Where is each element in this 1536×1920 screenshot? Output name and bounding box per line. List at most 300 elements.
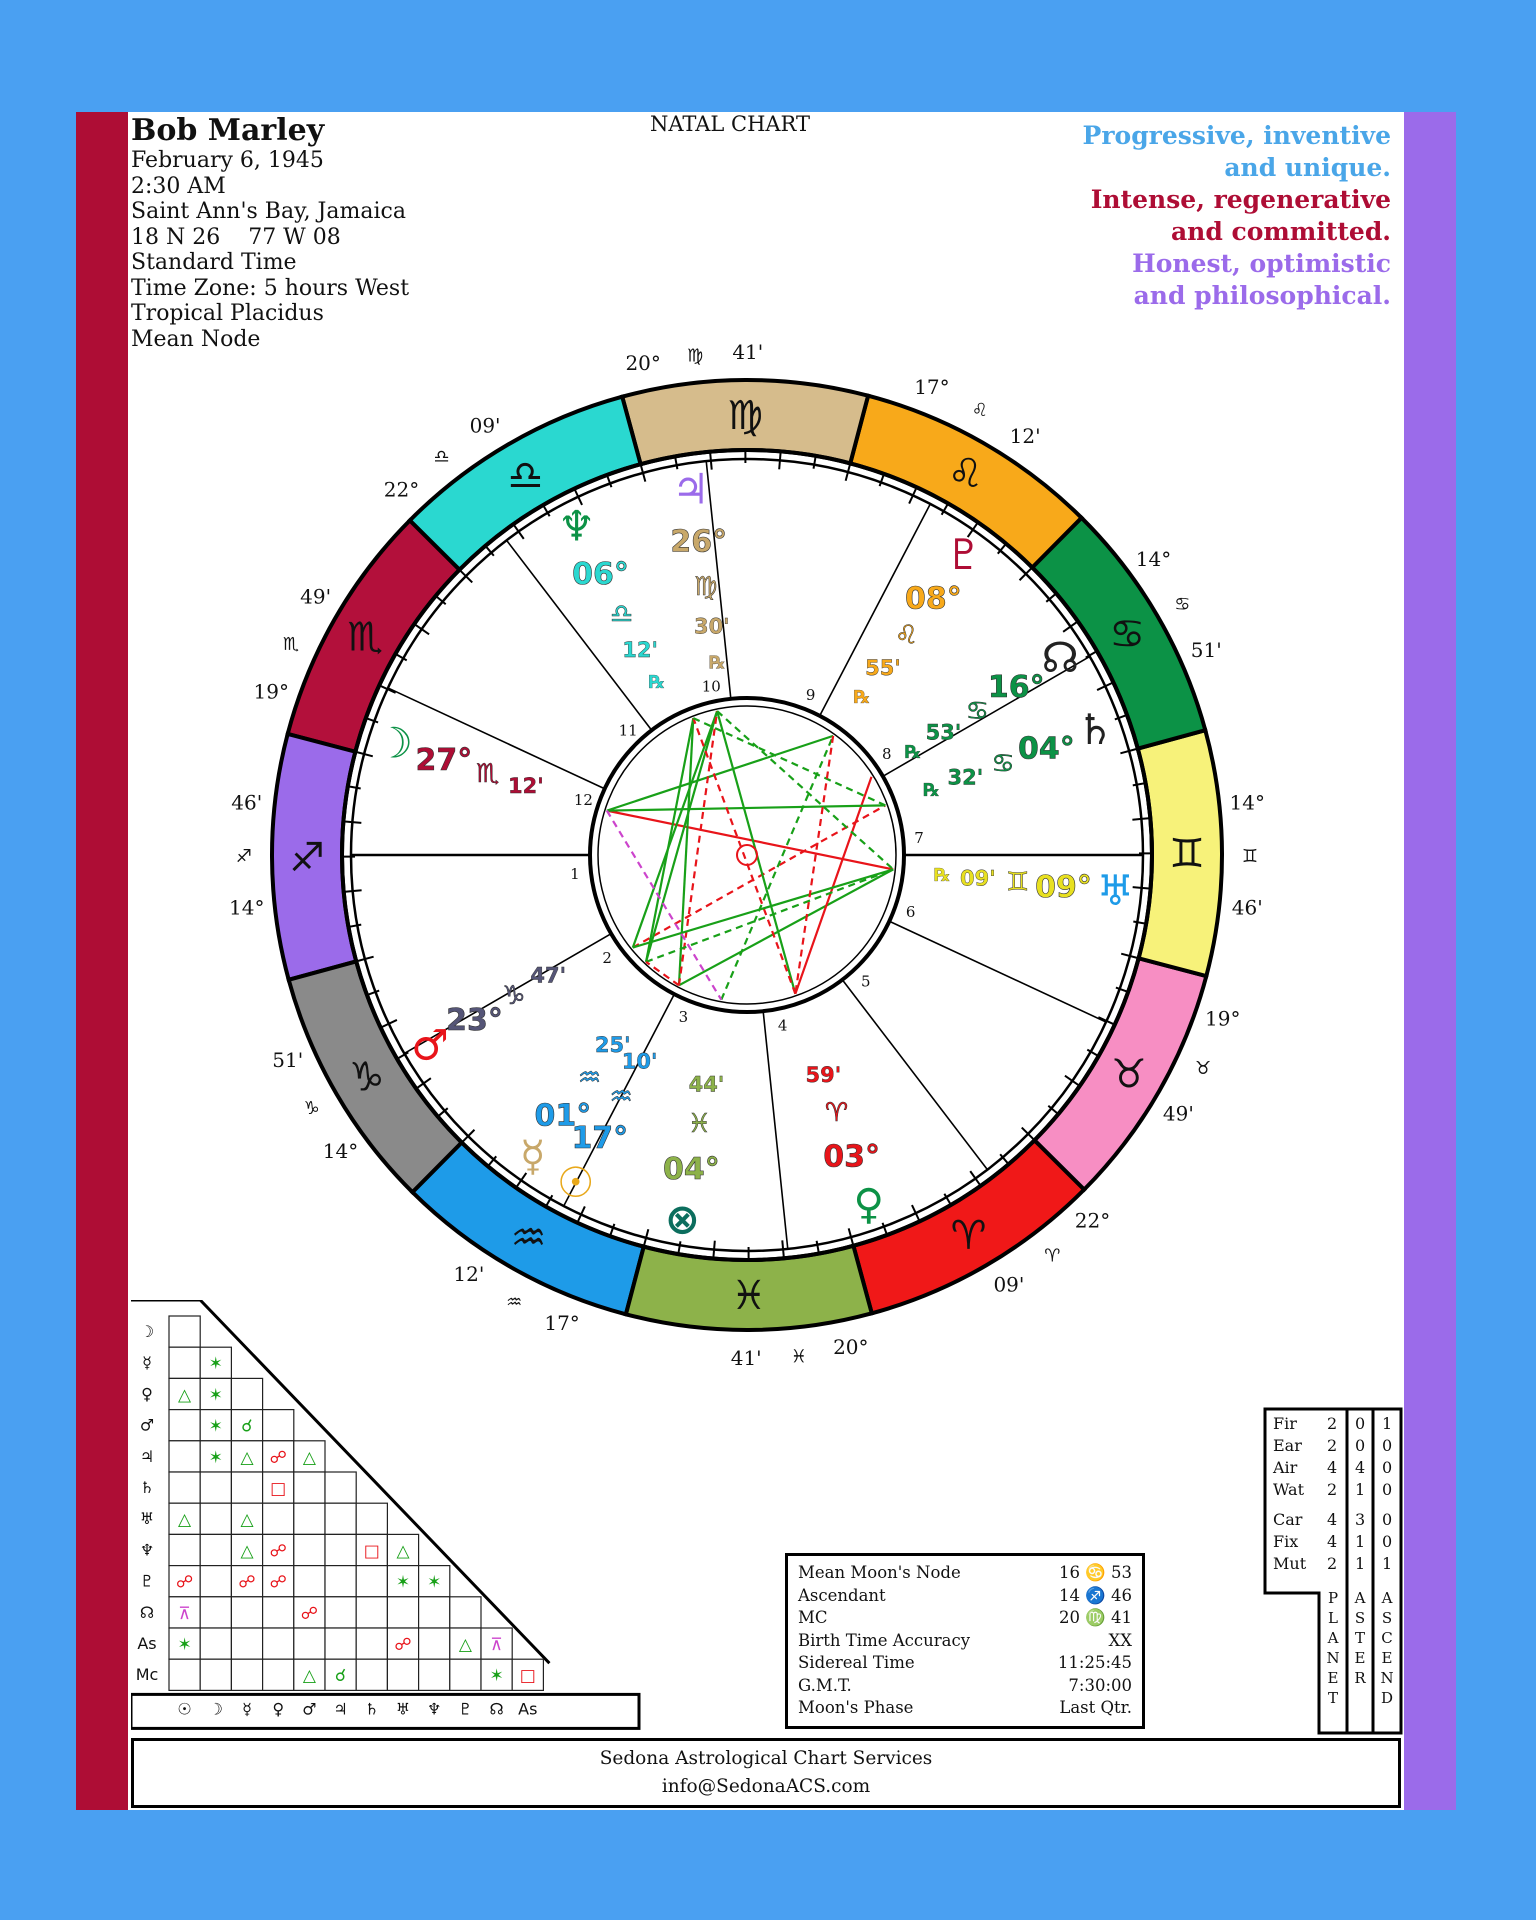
- ascend-count: 0: [1382, 1436, 1393, 1455]
- vertical-label-letter: D: [1380, 1689, 1394, 1707]
- planet-glyph: ☽: [375, 718, 414, 768]
- ascend-count: 0: [1382, 1532, 1393, 1551]
- info-value: 16 ♋ 53: [1058, 1563, 1132, 1582]
- house-number: 11: [618, 721, 638, 740]
- cusp-sign-glyph: ♐: [235, 846, 253, 867]
- degree-tick: [1133, 922, 1146, 924]
- degree-tick: [970, 1171, 980, 1186]
- trait-line: and philosophical.: [1133, 281, 1391, 310]
- grid-cell: [356, 1566, 387, 1597]
- grid-cell: [169, 1472, 200, 1503]
- grid-cell: [263, 1597, 294, 1628]
- cusp-sign-glyph: ♈: [1044, 1245, 1061, 1267]
- grid-col-label: ♆: [427, 1699, 442, 1719]
- planet-degree: 01°: [534, 1098, 592, 1134]
- house-cusp-label: [229, 790, 264, 919]
- grid-row-label: ♇: [139, 1571, 155, 1591]
- planet-count: 2: [1327, 1414, 1338, 1433]
- grid-cell: [325, 1534, 356, 1565]
- aster-count: 0: [1355, 1414, 1366, 1433]
- grid-cell: [294, 1566, 325, 1597]
- info-row: [798, 1607, 1132, 1630]
- degree-tick: [416, 1078, 431, 1088]
- element-label: Wat: [1273, 1480, 1305, 1499]
- info-row: [798, 1652, 1132, 1675]
- info-value: 20 ♍ 41: [1058, 1608, 1132, 1627]
- aspect-trine: △: [302, 1447, 316, 1468]
- house-number: 4: [777, 1016, 788, 1035]
- left-color-bar: [76, 112, 128, 1810]
- planet-retrograde: ℞: [933, 865, 951, 887]
- footer-company: Sedona Astrological Chart Services: [599, 1748, 933, 1769]
- grid-row-label: ☿: [142, 1353, 152, 1373]
- planet-sign-glyph: ♒: [577, 1062, 602, 1093]
- grid-row-label: Mc: [135, 1665, 159, 1685]
- sign-glyph: ♐: [289, 834, 325, 881]
- grid-cell: [450, 1597, 481, 1628]
- grid-cell: [200, 1597, 231, 1628]
- aspect-opposition: ☍: [300, 1603, 319, 1624]
- aspect-opposition: ☍: [238, 1572, 256, 1593]
- vertical-label-letter: E: [1381, 1649, 1393, 1667]
- planet-sun: [557, 1050, 658, 1207]
- grid-cell: [169, 1659, 200, 1690]
- planet-count: 2: [1327, 1436, 1338, 1455]
- grid-cell: [200, 1472, 231, 1503]
- planet-minutes: 32': [947, 765, 984, 790]
- aspect-square: □: [519, 1666, 536, 1687]
- house-number: 5: [861, 972, 871, 991]
- element-label: Air: [1273, 1458, 1298, 1477]
- planet-count: 4: [1327, 1532, 1338, 1551]
- info-value: Last Qtr.: [1059, 1698, 1132, 1717]
- planet-minutes: 09': [960, 866, 996, 891]
- planet-retrograde: ℞: [923, 779, 940, 801]
- planet-minutes: 47': [530, 963, 567, 988]
- aster-count: 1: [1355, 1554, 1366, 1573]
- planet-glyph: ⊗: [664, 1194, 700, 1244]
- aspect-trine: △: [178, 1510, 192, 1531]
- planet-sign-glyph: ♌: [894, 620, 919, 651]
- house-cusp-label: [1230, 790, 1265, 919]
- planet-minutes: 53': [925, 720, 962, 745]
- grid-cell: [294, 1534, 325, 1565]
- cusp-sign-glyph: ♏: [282, 633, 300, 655]
- planet-glyph: ♄: [1076, 705, 1115, 755]
- house-system: Tropical Placidus: [131, 301, 324, 326]
- planet-saturn: [923, 705, 1114, 801]
- grid-cell: [325, 1566, 356, 1597]
- grid-col-label: ♅: [395, 1699, 411, 1719]
- planet-glyph: ♇: [944, 530, 983, 580]
- trait-line: Honest, optimistic: [1132, 249, 1391, 278]
- degree-tick: [513, 524, 523, 539]
- element-label: Car: [1273, 1510, 1303, 1529]
- info-row: [798, 1630, 1132, 1653]
- cusp-minutes: 09': [993, 1272, 1025, 1297]
- degree-tick: [814, 456, 816, 469]
- house-cusp-label: [731, 1335, 869, 1370]
- vertical-label-letter: L: [1328, 1609, 1338, 1627]
- info-label: Moon's Phase: [798, 1698, 914, 1717]
- info-label: G.M.T.: [798, 1675, 852, 1695]
- planet-glyph: ♃: [672, 464, 710, 514]
- cusp-degree: 22°: [383, 477, 420, 502]
- ascend-count: 0: [1382, 1480, 1393, 1499]
- grid-col-label: ♇: [458, 1699, 473, 1719]
- house-number: 12: [573, 790, 593, 809]
- grid-cell: [356, 1597, 387, 1628]
- degree-tick: [343, 821, 361, 822]
- house-number: 7: [914, 828, 924, 847]
- sign-glyph: ♑: [348, 1054, 385, 1101]
- aspect-trine: △: [178, 1385, 192, 1406]
- planet-degree: 16°: [987, 669, 1045, 705]
- planet-glyph: ☿: [519, 1131, 546, 1181]
- grid-col-label: ♂: [302, 1699, 317, 1719]
- degree-tick: [1065, 1076, 1080, 1086]
- planet-glyph: ☊: [1041, 633, 1079, 683]
- planet-sign-glyph: ♋: [965, 696, 989, 727]
- planet-minutes: 44': [688, 1072, 725, 1097]
- aspect-grid: [131, 1300, 651, 1730]
- time-zone: Time Zone: 5 hours West: [131, 275, 410, 301]
- aster-count: 1: [1355, 1480, 1366, 1499]
- degree-tick: [344, 890, 362, 892]
- sign-glyph: ♎: [507, 452, 544, 499]
- cusp-sign-glyph: ♒: [506, 1291, 523, 1313]
- person-name: Bob Marley: [131, 113, 325, 148]
- info-value: 7:30:00: [1068, 1675, 1132, 1695]
- grid-row-label: As: [137, 1634, 157, 1653]
- planet-minutes: 12': [507, 773, 544, 798]
- birth-coordinates: 18 N 26 77 W 08: [131, 224, 341, 250]
- degree-tick: [713, 1241, 714, 1259]
- grid-col-label: ♄: [364, 1699, 379, 1719]
- planet-sign-glyph: ♈: [824, 1097, 849, 1128]
- grid-cell: [169, 1347, 200, 1378]
- aspect-opposition: ☍: [269, 1447, 287, 1468]
- grid-cell: [200, 1628, 231, 1659]
- degree-tick: [1133, 783, 1146, 785]
- vertical-label-letter: S: [1381, 1609, 1393, 1627]
- planet-glyph: ♀: [853, 1179, 885, 1229]
- grid-cell: [294, 1628, 325, 1659]
- planet-sign-glyph: ♍: [694, 572, 718, 603]
- ascend-count: 1: [1382, 1414, 1393, 1433]
- planet-sign-glyph: ♎: [610, 599, 634, 630]
- cusp-degree: 14°: [1229, 790, 1265, 815]
- planet-sign-glyph: ♑: [502, 981, 526, 1012]
- planet-sign-glyph: ♓: [687, 1108, 712, 1139]
- planet-retrograde: ℞: [648, 672, 665, 694]
- grid-bottom-border: [131, 1694, 639, 1728]
- house-number: 3: [678, 1007, 689, 1026]
- planet-sign-glyph: ♏: [476, 758, 500, 789]
- cusp-sign-glyph: ♓: [790, 1346, 807, 1368]
- planet-minutes: 55': [865, 655, 901, 680]
- aster-count: 0: [1355, 1436, 1366, 1455]
- planet-glyph: ♅: [1096, 866, 1135, 916]
- birth-place: Saint Ann's Bay, Jamaica: [131, 199, 406, 224]
- cusp-sign-glyph: ♍: [687, 345, 704, 367]
- info-label: Ascendant: [798, 1585, 886, 1605]
- aspect-sextile: ✶: [208, 1447, 223, 1468]
- planet-degree: 08°: [904, 581, 962, 617]
- info-row: [798, 1585, 1132, 1608]
- cusp-minutes: 51': [1190, 637, 1222, 662]
- planet-retrograde: ℞: [904, 741, 922, 763]
- aspect-sextile: ✶: [177, 1635, 192, 1655]
- grid-col-label: ☽: [208, 1699, 223, 1719]
- aspect-opposition: ☍: [175, 1572, 194, 1593]
- footer-email: info@SedonaACS.com: [661, 1776, 871, 1797]
- aster-count: 3: [1355, 1510, 1366, 1529]
- trait-line: Intense, regenerative: [1090, 185, 1391, 214]
- aspect-sextile: ✶: [395, 1572, 411, 1593]
- aspect-trine: △: [302, 1666, 316, 1687]
- sign-glyph: ♏: [347, 614, 383, 661]
- vertical-label-letter: A: [1354, 1589, 1366, 1607]
- planet-count: 4: [1327, 1510, 1338, 1529]
- grid-cell: [294, 1472, 325, 1503]
- grid-col-label: As: [518, 1699, 538, 1719]
- vertical-label-letter: C: [1381, 1629, 1393, 1647]
- planet-minutes: 10': [621, 1049, 658, 1074]
- grid-cell: [387, 1659, 418, 1690]
- grid-cell: [419, 1597, 450, 1628]
- planet-part-of-fortune: [663, 1072, 724, 1243]
- grid-row-label: ☊: [139, 1602, 155, 1622]
- grid-cell: [419, 1628, 450, 1659]
- cusp-degree: 14°: [1135, 546, 1172, 571]
- planet-degree: 23°: [446, 1002, 503, 1038]
- aspect-trine: △: [240, 1541, 254, 1562]
- aspect-square: □: [270, 1479, 287, 1499]
- aspect-opposition: ☍: [269, 1572, 287, 1593]
- aspect-quincunx: ⊼: [490, 1635, 503, 1655]
- aspect-sextile: ✶: [427, 1572, 442, 1593]
- degree-tick: [348, 786, 361, 788]
- grid-col-label: ♀: [272, 1699, 285, 1719]
- element-label: Ear: [1273, 1436, 1302, 1455]
- cusp-minutes: 46': [1231, 895, 1263, 920]
- grid-cell: [325, 1628, 356, 1659]
- cusp-sign-glyph: ♌: [971, 400, 988, 422]
- grid-cell: [263, 1503, 294, 1534]
- aspect-trine: △: [240, 1510, 254, 1531]
- planet-glyph: ♂: [411, 1020, 449, 1070]
- grid-row-label: ♃: [139, 1446, 155, 1466]
- info-label: Mean Moon's Node: [798, 1563, 961, 1582]
- planet-minutes: 12': [622, 638, 658, 663]
- grid-cell: [231, 1378, 262, 1409]
- grid-row-label: ♀: [141, 1384, 153, 1404]
- cusp-sign-glyph: ♉: [1194, 1058, 1212, 1080]
- right-color-bar: [1404, 112, 1456, 1810]
- grid-cell: [325, 1597, 356, 1628]
- grid-cell: [200, 1659, 231, 1690]
- chart-info-box: [785, 1553, 1145, 1729]
- grid-cell: [169, 1534, 200, 1565]
- planet-count: 4: [1327, 1458, 1338, 1477]
- element-label: Fix: [1273, 1532, 1299, 1551]
- degree-tick: [779, 451, 780, 469]
- planet-glyph: ♆: [557, 501, 596, 551]
- planet-mars: [411, 964, 566, 1070]
- sign-glyph: ♈: [950, 1213, 987, 1260]
- house-number: 9: [805, 686, 816, 705]
- grid-col-label: ☿: [242, 1699, 252, 1719]
- aster-count: 4: [1355, 1458, 1366, 1477]
- planet-retrograde: ℞: [709, 652, 726, 674]
- cusp-degree: 20°: [625, 350, 661, 375]
- house-cusp-label: [625, 340, 763, 375]
- aspect-opposition: ☍: [394, 1635, 412, 1655]
- cusp-degree: 17°: [914, 375, 950, 400]
- element-label: Mut: [1273, 1554, 1307, 1573]
- hub-circle: [590, 698, 904, 1012]
- cusp-minutes: 12': [1009, 423, 1041, 448]
- vertical-label-letter: N: [1326, 1649, 1340, 1667]
- grid-col-label: ☊: [489, 1699, 504, 1719]
- degree-tick: [1063, 621, 1078, 631]
- elements-modalities-table: [1263, 1407, 1403, 1735]
- grid-cell: [263, 1410, 294, 1441]
- grid-cell: [356, 1628, 387, 1659]
- ascend-count: 1: [1382, 1554, 1393, 1573]
- planet-degree: 17°: [571, 1120, 629, 1156]
- aster-count: 1: [1355, 1532, 1366, 1551]
- house-number: 8: [882, 745, 892, 764]
- vertical-label-letter: A: [1327, 1629, 1339, 1647]
- sign-glyph: ♍: [727, 393, 764, 440]
- grid-cell: [200, 1503, 231, 1534]
- grid-cell: [325, 1472, 356, 1503]
- cusp-minutes: 51': [272, 1048, 304, 1073]
- aspect-quincunx: ⊼: [178, 1603, 191, 1624]
- house-cusp-line: [889, 921, 1106, 1022]
- ascend-count: 0: [1382, 1458, 1393, 1477]
- planet-degree: 09°: [1035, 870, 1092, 906]
- time-type: Standard Time: [131, 250, 297, 275]
- vertical-label-letter: T: [1327, 1689, 1339, 1707]
- degree-tick: [1132, 818, 1150, 820]
- planet-retrograde: ℞: [853, 687, 870, 709]
- planet-count: 2: [1327, 1554, 1338, 1573]
- cusp-degree: 14°: [322, 1139, 359, 1164]
- cusp-degree: 20°: [833, 1335, 869, 1360]
- info-row: [798, 1675, 1132, 1698]
- grid-col-label: ♃: [333, 1699, 348, 1719]
- house-cusp-line: [763, 1011, 788, 1249]
- planet-count: 2: [1327, 1480, 1338, 1499]
- vertical-label-letter: T: [1354, 1629, 1366, 1647]
- vertical-label-letter: R: [1354, 1669, 1366, 1687]
- grid-cell: [263, 1659, 294, 1690]
- vertical-label-letter: E: [1354, 1649, 1366, 1667]
- cusp-minutes: 09': [469, 413, 501, 438]
- cusp-minutes: 41': [732, 340, 764, 365]
- cusp-degree: 17°: [544, 1310, 580, 1335]
- cusp-sign-glyph: ♑: [303, 1098, 320, 1120]
- planet-degree: 27°: [415, 743, 473, 779]
- cusp-degree: 14°: [229, 895, 265, 920]
- sign-glyph: ♌: [947, 451, 984, 498]
- sign-glyph: ♓: [730, 1272, 767, 1319]
- grid-cell: [294, 1503, 325, 1534]
- aspect-trine: △: [458, 1635, 472, 1655]
- trait-line: and unique.: [1224, 153, 1391, 182]
- planet-sign-glyph: ♊: [1006, 867, 1030, 898]
- sign-glyph: ♉: [1111, 1051, 1147, 1098]
- planet-neptune: [558, 502, 665, 693]
- trait-line: Progressive, inventive: [1082, 121, 1391, 150]
- aspect-square: □: [363, 1541, 380, 1562]
- planet-degree: 03°: [823, 1139, 881, 1175]
- cusp-degree: 19°: [1205, 1006, 1241, 1031]
- grid-cell: [169, 1410, 200, 1441]
- grid-cell: [231, 1628, 262, 1659]
- cusp-sign-glyph: ♋: [1174, 593, 1191, 615]
- planet-degree: 04°: [663, 1152, 720, 1188]
- planet-moon: [375, 718, 543, 798]
- planet-pluto: [854, 530, 983, 708]
- planet-jupiter: [670, 464, 729, 673]
- aspect-sextile: ✶: [208, 1354, 223, 1375]
- grid-col-label: ☉: [177, 1699, 192, 1719]
- cusp-degree: 19°: [253, 679, 289, 704]
- aspect-sextile: ✶: [208, 1416, 223, 1437]
- grid-cell: [263, 1628, 294, 1659]
- cusp-minutes: 46': [231, 790, 263, 815]
- node-type: Mean Node: [131, 326, 261, 352]
- grid-row-label: ☽: [139, 1322, 155, 1341]
- grid-cell: [450, 1659, 481, 1690]
- sign-glyph: ♋: [1109, 611, 1146, 658]
- trait-line: and committed.: [1170, 217, 1391, 246]
- planet-minutes: 30': [693, 614, 730, 639]
- grid-cell: [200, 1566, 231, 1597]
- vertical-label-letter: E: [1327, 1669, 1339, 1687]
- aspect-trine: △: [396, 1541, 410, 1562]
- planet-degree: 04°: [1017, 731, 1075, 767]
- element-label: Fir: [1273, 1414, 1297, 1433]
- info-label: Birth Time Accuracy: [798, 1630, 971, 1650]
- planet-uranus: [934, 865, 1134, 915]
- degree-tick: [1133, 887, 1151, 888]
- aspect-sextile: ✶: [489, 1666, 504, 1687]
- grid-cell: [419, 1659, 450, 1690]
- aspect-trine: △: [240, 1447, 254, 1468]
- sign-glyph: ♒: [510, 1214, 547, 1261]
- birth-date: February 6, 1945: [131, 148, 324, 173]
- house-number: 6: [905, 903, 916, 922]
- vertical-label-letter: N: [1380, 1669, 1394, 1687]
- info-value: 11:25:45: [1057, 1653, 1132, 1672]
- vertical-label-letter: A: [1381, 1589, 1393, 1607]
- planet-venus: [806, 1063, 885, 1228]
- cusp-minutes: 41': [730, 1345, 762, 1370]
- vertical-label-letter: S: [1354, 1609, 1366, 1627]
- chart-title: NATAL CHART: [649, 112, 811, 136]
- birth-time: 2:30 AM: [131, 173, 226, 199]
- planet-degree: 26°: [670, 524, 728, 560]
- vertical-label-letter: P: [1327, 1589, 1339, 1607]
- cusp-minutes: 12': [453, 1262, 485, 1287]
- degree-tick: [710, 452, 712, 470]
- info-label: MC: [798, 1608, 828, 1627]
